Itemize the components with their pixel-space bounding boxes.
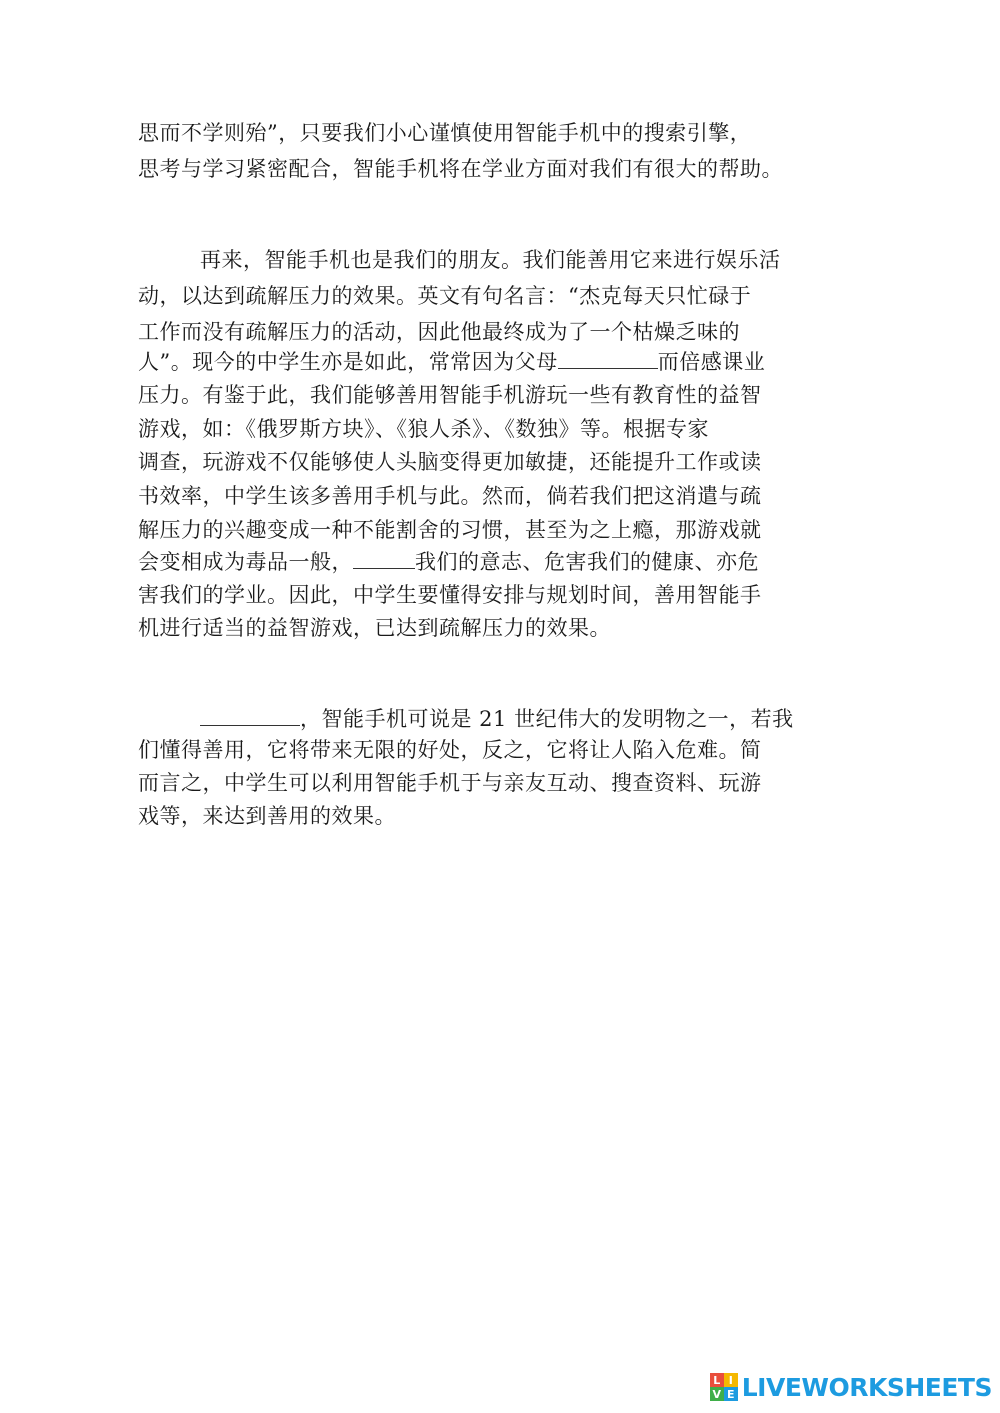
paragraph-2-line-2: 动，以达到疏解压力的效果。英文有句名言：“杰克每天只忙碌于	[138, 284, 752, 308]
logo-letter-i: I	[724, 1373, 738, 1387]
paragraph-2-line-11: 害我们的学业。因此，中学生要懂得安排与规划时间，善用智能手	[138, 583, 762, 607]
paragraph-2-line-8: 书效率，中学生该多善用手机与此。然而，倘若我们把这消遣与疏	[138, 484, 762, 508]
logo-letter-e: E	[724, 1387, 738, 1401]
logo-letter-l: L	[710, 1373, 724, 1387]
paragraph-2-line-10	[138, 545, 759, 579]
line-4-text-before: 人”。现今的中学生亦是如此，常常因为父母	[138, 350, 558, 374]
blank-input-3[interactable]	[200, 703, 300, 726]
paragraph-2-line-3: 工作而没有疏解压力的活动，因此他最终成为了一个枯燥乏味的	[138, 320, 740, 344]
line-10-text-after: 我们的意志、危害我们的健康、亦危	[415, 550, 759, 574]
paragraph-2-line-1: 再来，智能手机也是我们的朋友。我们能善用它来进行娱乐活	[200, 248, 781, 272]
logo-letter-v: V	[710, 1387, 724, 1401]
logo-wordmark: LIVEWORKSHEETS	[741, 1372, 992, 1402]
blank-input-2[interactable]	[353, 546, 415, 569]
line-10-text-before: 会变相成为毒品一般，	[138, 550, 353, 574]
paragraph-1-line-2: 思考与学习紧密配合，智能手机将在学业方面对我们有很大的帮助。	[138, 157, 783, 181]
line-4-text-after: 而倍感课业	[657, 350, 766, 374]
paragraph-2-line-7: 调查，玩游戏不仅能够使人头脑变得更加敏捷，还能提升工作或读	[138, 450, 762, 474]
live-logo-icon	[710, 1373, 738, 1401]
paragraph-2-line-12: 机进行适当的益智游戏，已达到疏解压力的效果。	[138, 616, 611, 640]
liveworksheets-logo	[710, 1367, 992, 1407]
paragraph-2-line-5: 压力。有鉴于此，我们能够善用智能手机游玩一些有教育性的益智	[138, 383, 762, 407]
paragraph-3-line-1	[200, 702, 794, 736]
paragraph-2-line-6: 游戏，如：《俄罗斯方块》、《狼人杀》、《数独》等。根据专家	[138, 417, 709, 441]
blank-input-1[interactable]	[558, 346, 658, 369]
paragraph-1-line-1: 思而不学则殆”，只要我们小心谨慎使用智能手机中的搜索引擎，	[138, 121, 752, 145]
paragraph-3-line-2: 们懂得善用，它将带来无限的好处，反之，它将让人陷入危难。简	[138, 738, 762, 762]
paragraph-2-line-9: 解压力的兴趣变成一种不能割舍的习惯，甚至为之上瘾，那游戏就	[138, 518, 762, 542]
paragraph-3-line-4: 戏等，来达到善用的效果。	[138, 804, 396, 828]
line-1-text-after: ，智能手机可说是 21 世纪伟大的发明物之一，若我	[300, 707, 794, 731]
paragraph-3-line-3: 而言之，中学生可以利用智能手机于与亲友互动、搜查资料、玩游	[138, 771, 762, 795]
paragraph-2-line-4	[138, 345, 765, 379]
